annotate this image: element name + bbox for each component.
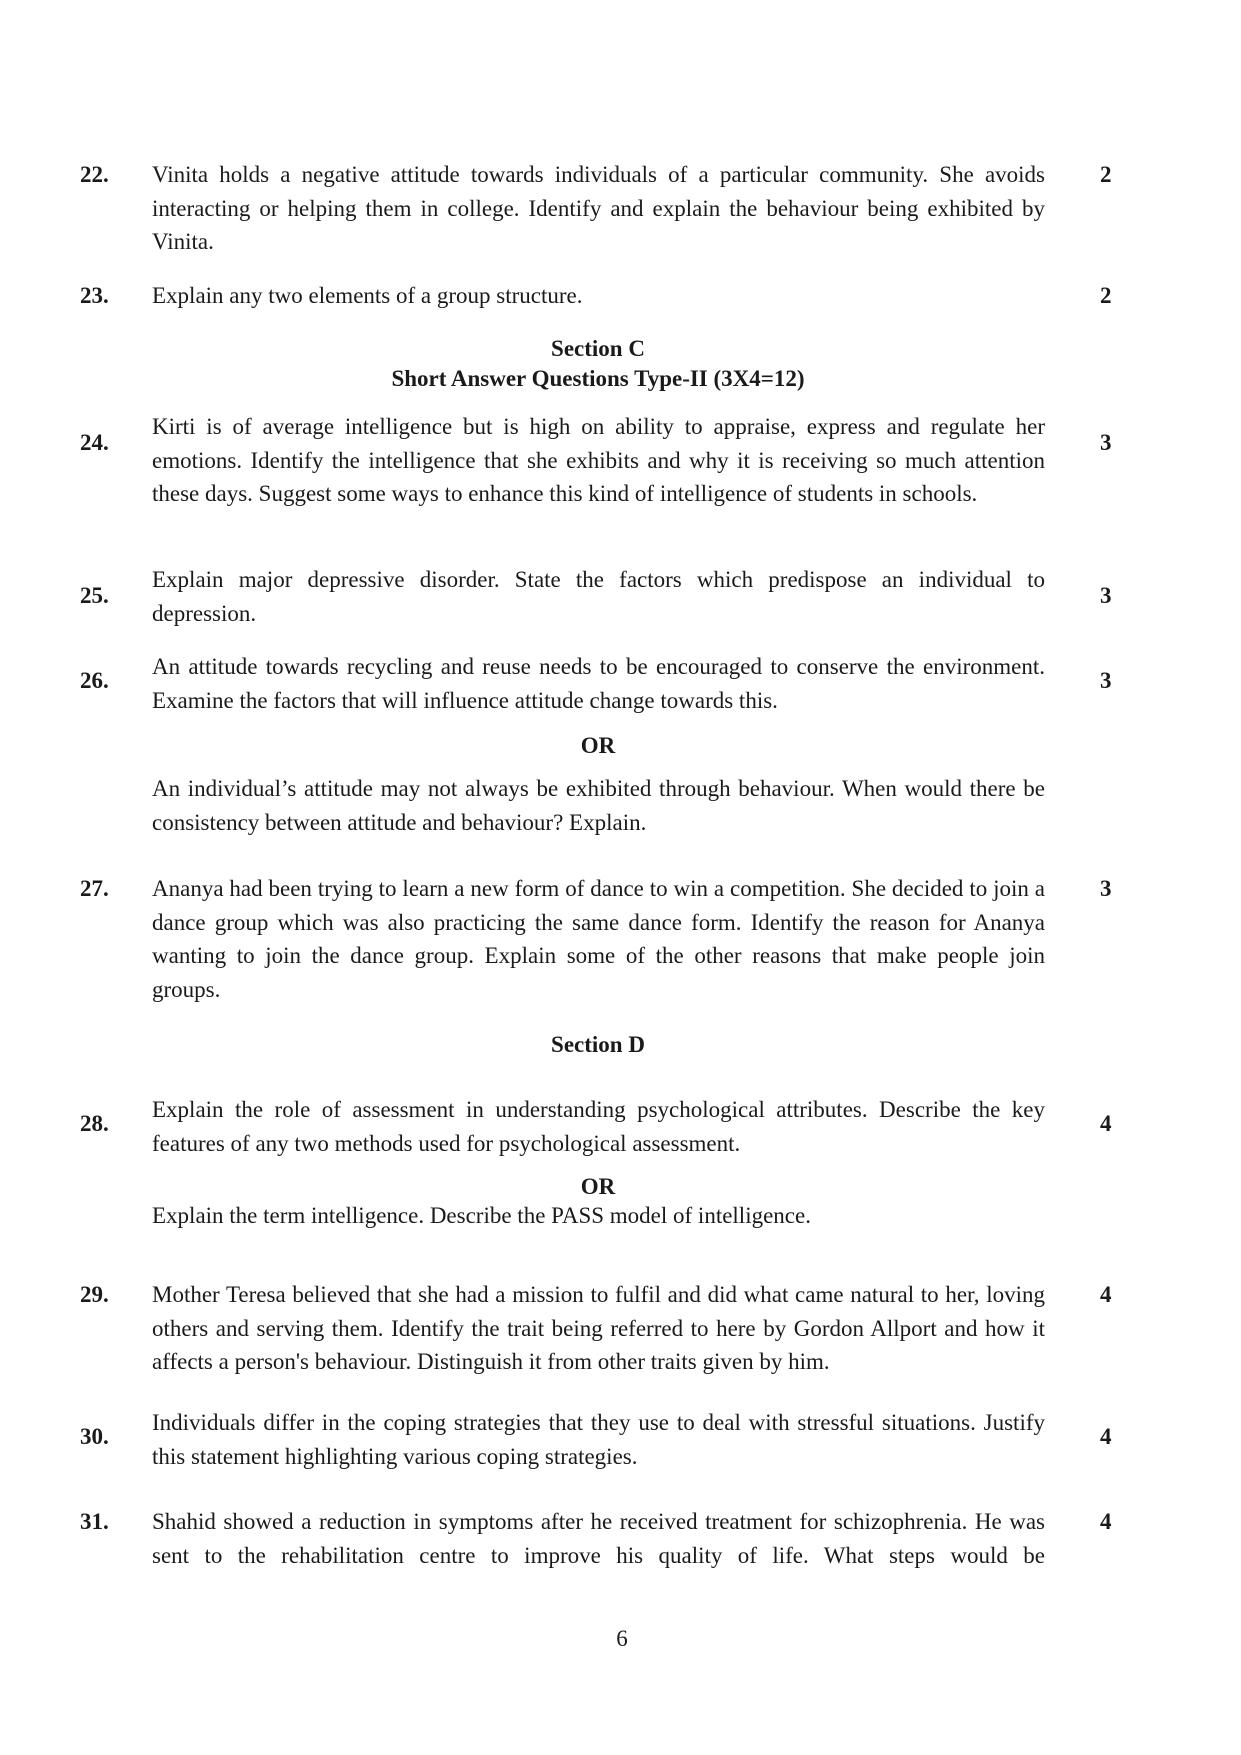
question-marks: 3 (1100, 668, 1112, 693)
question-number: 28. (80, 1111, 109, 1136)
question-text: Shahid showed a reduction in symptoms after he received treatment for schizophrenia. He was sent to the rehabilitation centre to improve his quality of life. What steps would be (152, 1509, 1045, 1568)
section-c-title: Section C (551, 336, 645, 361)
or-divider: OR (580, 733, 616, 758)
question-marks: 4 (1100, 1424, 1112, 1449)
question-marks: 4 (1100, 1111, 1112, 1136)
question-text: Mother Teresa believed that she had a mission to fulfil and did what came natural to her, loving others and serving them. Identify the trait being referred to here by Gordon Allport and how it affects a person's behaviour. Distinguish it from other traits given by him. (152, 1282, 1045, 1374)
question-number: 26. (80, 668, 109, 693)
section-c-subtitle: Short Answer Questions Type-II (3X4=12) (391, 366, 805, 391)
question-text: Explain major depressive disorder. State the factors which predispose an individual to depression. (152, 567, 1045, 626)
question-number: 30. (80, 1424, 109, 1449)
question-marks: 4 (1100, 1509, 1112, 1534)
question-text: Kirti is of average intelligence but is high on ability to appraise, express and regulate her emotions. Identify the intelligence that she exhibits and why it is receiving so much attention these days. Suggest some ways to enhance this kind of intelligence of students in schools. (152, 414, 1045, 506)
question-text: Vinita holds a negative attitude towards individuals of a particular community. She avoids interacting or helping them in college. Identify and explain the behaviour being exhibited by Vinita. (152, 162, 1045, 254)
question-text: Explain any two elements of a group structure. (152, 283, 583, 308)
question-text: An attitude towards recycling and reuse needs to be encouraged to conserve the environment. Examine the factors that will influence attitude change towards this. (152, 654, 1045, 713)
question-text: Explain the term intelligence. Describe the PASS model of intelligence. (152, 1203, 811, 1228)
question-text: Individuals differ in the coping strategies that they use to deal with stressful situations. Justify this statement highlighting various coping strategies. (152, 1410, 1045, 1469)
question-number: 31. (80, 1509, 109, 1534)
question-number: 27. (80, 876, 109, 901)
question-marks: 3 (1100, 583, 1112, 608)
question-number: 22. (80, 162, 109, 187)
or-divider: OR (580, 1174, 616, 1199)
question-number: 29. (80, 1282, 109, 1307)
question-marks: 3 (1100, 430, 1112, 455)
question-number: 25. (80, 583, 109, 608)
question-marks: 2 (1100, 283, 1112, 308)
section-d-title: Section D (551, 1032, 645, 1057)
question-text: Explain the role of assessment in understanding psychological attributes. Describe the key features of any two methods used for psychological assessment. (152, 1097, 1045, 1156)
question-text: Ananya had been trying to learn a new form of dance to win a competition. She decided to join a dance group which was also practicing the same dance form. Identify the reason for Ananya wanting to join the dance group. Explain some of the other reasons that make people join groups. (152, 876, 1045, 1002)
question-marks: 3 (1100, 876, 1112, 901)
question-text: An individual’s attitude may not always be exhibited through behaviour. When would there be consistency between attitude and behaviour? Explain. (152, 776, 1045, 835)
question-number: 24. (80, 430, 109, 455)
question-number: 23. (80, 283, 109, 308)
page-number: 6 (616, 1626, 628, 1651)
question-marks: 2 (1100, 162, 1112, 187)
question-marks: 4 (1100, 1282, 1112, 1307)
